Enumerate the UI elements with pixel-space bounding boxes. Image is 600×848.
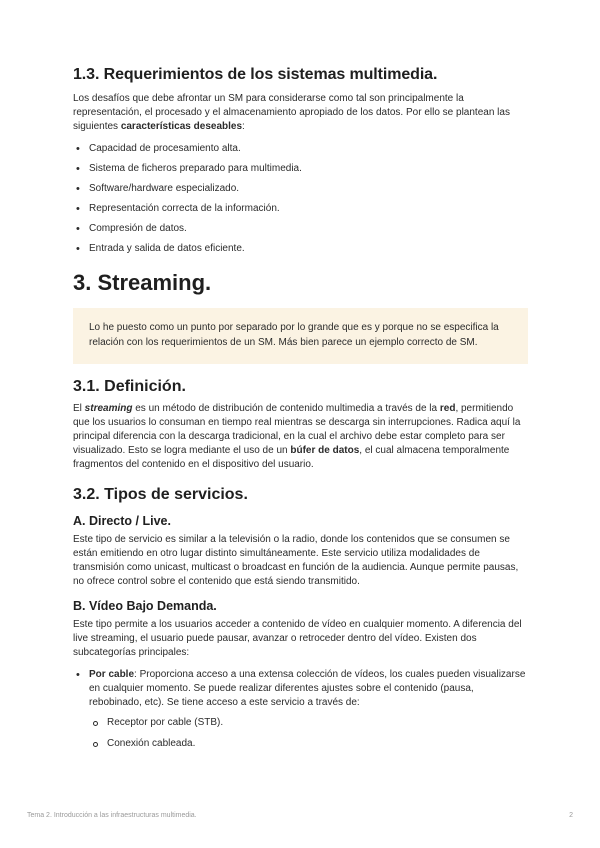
- section-heading-3-1: 3.1. Definición.: [73, 378, 186, 395]
- subheading-video-bajo-demanda: B. Vídeo Bajo Demanda.: [73, 599, 217, 613]
- list-item-por-cable: [73, 668, 528, 751]
- callout-note: [73, 308, 528, 364]
- text-span: , el cual almacena temporalmente fragmentos del contenido en el dispositivo del usuario.: [73, 445, 510, 470]
- sub-list-item: Receptor por cable (STB).: [89, 716, 528, 730]
- subheading-directo-live: A. Directo / Live.: [73, 514, 171, 528]
- vod-subcategories-list: [73, 668, 528, 751]
- text-span: es un método de distribución de contenido multimedia a través de la: [132, 403, 440, 414]
- list-item: • Entrada y salida de datos eficiente.: [73, 242, 528, 256]
- por-cable-text: : Proporciona acceso a una extensa colección de vídeos, los cuales pueden visualizarse en cualquier momento. Se puede realizar diferentes ajustes sobre el contenido (pausa, rebobinado, etc). Se tiene acceso a este servicio a través de:: [89, 669, 526, 708]
- requirements-list: [73, 142, 528, 256]
- sub-list-item: Conexión cableada.: [89, 737, 528, 751]
- list-item: • Sistema de ficheros preparado para multimedia.: [73, 162, 528, 176]
- list-item: • Compresión de datos.: [73, 222, 528, 236]
- document-page: [73, 66, 528, 758]
- list-item: • Representación correcta de la información.: [73, 202, 528, 216]
- intro-bold-text: características deseables: [120, 121, 243, 132]
- callout-text: Lo he puesto como un punto por separado por lo grande que es y porque no se especifica la relación con los requerimientos de un SM. Más bien parece un ejemplo correcto de SM.: [89, 322, 499, 348]
- page-number: 2: [569, 812, 573, 819]
- bufer-term: búfer de datos: [290, 445, 360, 456]
- intro-text: Los desafíos que debe afrontar un SM para considerarse como tal son principalmente la representación, el procesado y el almacenamiento apropiado de los datos. Por ello se plantean las siguientes: [73, 93, 510, 132]
- text-span: , permitiendo que los usuarios lo consuman en tiempo real mientras se descarga sin interrupciones. Radica aquí la principal diferencia con la descarga tradicional, en la cual el archivo debe estar completo para ser visualizado. Esto se logra mediante el uso de un: [73, 403, 521, 456]
- page-footer: [27, 812, 573, 819]
- streaming-term: streaming: [84, 403, 133, 414]
- directo-live-paragraph: Este tipo de servicio es similar a la televisión o la radio, donde los contenidos que se consumen se están emitiendo en otro lugar distinto simultáneamente. Este servicio utiliza modalidades de transmisión como unicast, multicast o broadcast en función de la audiencia. Aunque permite pausas, no ofrece control sobre el contenido que está siendo transmitido.: [73, 534, 519, 587]
- video-bajo-demanda-paragraph: Este tipo permite a los usuarios acceder a contenido de vídeo en cualquier momento. A diferencia del live streaming, el usuario puede pausar, avanzar o retroceder dentro del vídeo. Existen dos subcategorías principales:: [73, 619, 522, 658]
- intro-colon: :: [242, 121, 245, 132]
- list-item: • Software/hardware especializado.: [73, 182, 528, 196]
- red-term: red: [439, 403, 456, 414]
- por-cable-label: Por cable: [89, 669, 135, 680]
- list-item: • Capacidad de procesamiento alta.: [73, 142, 528, 156]
- definition-paragraph: [73, 402, 528, 472]
- section-heading-1-3: 1.3. Requerimientos de los sistemas multimedia.: [73, 66, 438, 83]
- section-heading-3-2: 3.2. Tipos de servicios.: [73, 486, 248, 503]
- por-cable-sublist: [89, 716, 528, 751]
- text-span: El: [73, 403, 85, 414]
- section-heading-3: 3. Streaming.: [73, 270, 212, 295]
- section-1-3-intro: [73, 92, 528, 134]
- footer-title: Tema 2. Introducción a las infraestructuras multimedia.: [27, 812, 197, 819]
